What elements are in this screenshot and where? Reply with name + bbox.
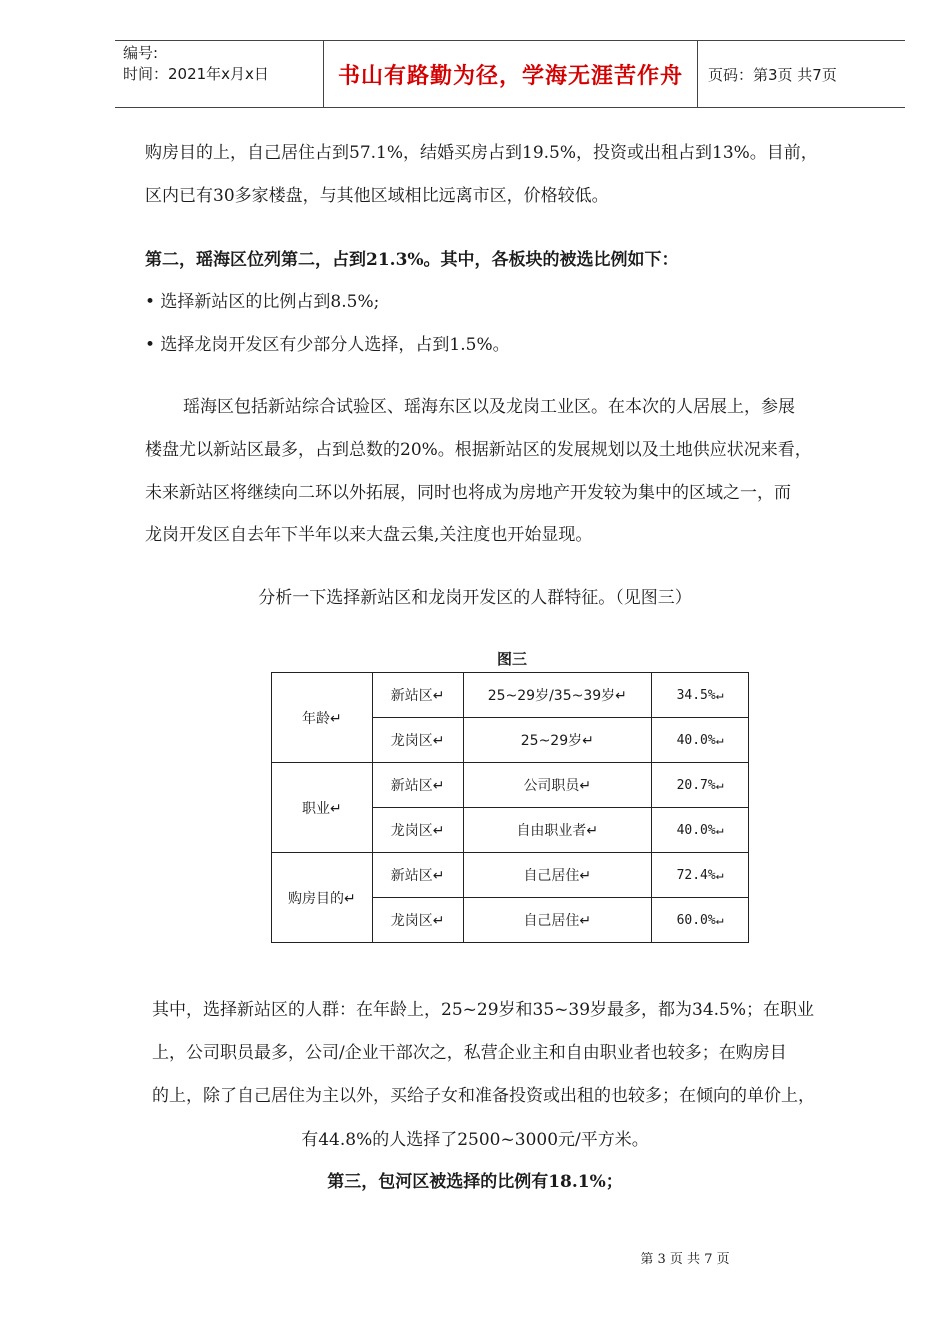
percent-cell: 72.4%↵ [652, 853, 749, 898]
group-label: 职业↵ [272, 763, 373, 853]
area-cell: 龙岗区↵ [372, 808, 463, 853]
group-label: 年龄↵ [272, 673, 373, 763]
header-meta [115, 41, 324, 107]
value-cell: 25~29岁↵ [463, 718, 652, 763]
percent-cell: 20.7%↵ [652, 763, 749, 808]
paragraph-line: 瑶海区包括新站综合试验区、瑶海东区以及龙岗工业区。在本次的人居展上，参展 [183, 397, 795, 417]
figure-intro: 分析一下选择新站区和龙岗开发区的人群特征。（见图三） [258, 588, 692, 608]
percent-cell: 40.0%↵ [652, 808, 749, 853]
area-cell: 新站区↵ [372, 763, 463, 808]
section-heading-2: 第二，瑶海区位列第二，占到21.3%。其中，各板块的被选比例如下： [145, 250, 679, 270]
paragraph-line: 的上，除了自己居住为主以外，买给子女和准备投资或出租的也较多；在倾向的单价上， [152, 1086, 815, 1106]
percent-cell: 40.0%↵ [652, 718, 749, 763]
figure-3-table [271, 672, 749, 943]
percent-cell: 60.0%↵ [652, 898, 749, 943]
value-cell: 25~29岁/35~39岁↵ [463, 673, 652, 718]
paragraph-line: 未来新站区将继续向二环以外拓展，同时也将成为房地产开发较为集中的区域之一，而 [145, 483, 791, 503]
area-cell: 龙岗区↵ [372, 898, 463, 943]
header-page-info: 页码：第3页 共7页 [708, 65, 837, 84]
paragraph-line: 其中，选择新站区的人群：在年龄上，25~29岁和35~39岁最多，都为34.5%；在职业 [152, 1000, 815, 1020]
figure-title: 图三 [496, 650, 527, 668]
page-footer: 第 3 页 共 7 页 [640, 1252, 730, 1267]
value-cell: 自己居住↵ [463, 898, 652, 943]
header-motto: 书山有路勤为径，学海无涯苦作舟 [324, 41, 698, 107]
paragraph-line: 龙岗开发区自去年下半年以来大盘云集,关注度也开始显现。 [145, 525, 593, 545]
paragraph-line: 区内已有30多家楼盘，与其他区域相比远离市区，价格较低。 [145, 186, 609, 206]
page-header [115, 40, 905, 108]
value-cell: 公司职员↵ [463, 763, 652, 808]
table-row [272, 853, 749, 898]
table-row [272, 763, 749, 808]
paragraph-line: 楼盘尤以新站区最多，占到总数的20%。根据新站区的发展规划以及土地供应状况来看， [145, 440, 812, 460]
time-label: 时间：2021年x月x日 [123, 65, 269, 83]
area-cell: 新站区↵ [372, 673, 463, 718]
percent-cell: 34.5%↵ [652, 673, 749, 718]
value-cell: 自己居住↵ [463, 853, 652, 898]
table-row [272, 673, 749, 718]
bullet-item: • 选择龙岗开发区有少部分人选择，占到1.5%。 [145, 335, 510, 355]
section-heading-3: 第三，包河区被选择的比例有18.1%； [327, 1172, 623, 1192]
group-label: 购房目的↵ [272, 853, 373, 943]
bullet-item: • 选择新站区的比例占到8.5%; [145, 292, 380, 312]
area-cell: 新站区↵ [372, 853, 463, 898]
paragraph-line: 上，公司职员最多，公司/企业干部次之，私营企业主和自由职业者也较多；在购房目 [152, 1043, 787, 1063]
area-cell: 龙岗区↵ [372, 718, 463, 763]
paragraph-line: 有44.8%的人选择了2500~3000元/平方米。 [301, 1130, 649, 1150]
code-label: 编号: [123, 44, 159, 62]
paragraph-line: 购房目的上，自己居住占到57.1%，结婚买房占到19.5%，投资或出租占到13%。目前， [145, 143, 818, 163]
value-cell: 自由职业者↵ [463, 808, 652, 853]
